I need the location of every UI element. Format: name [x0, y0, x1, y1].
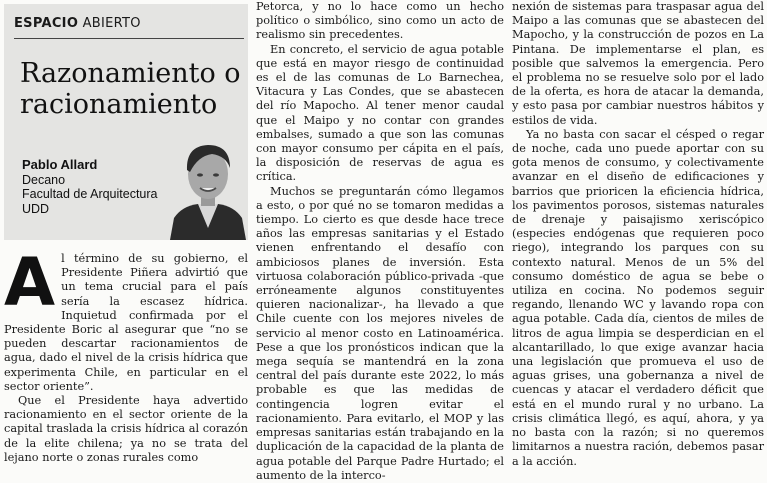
author-university: UDD [22, 201, 50, 216]
paragraph [4, 244, 248, 394]
paragraph: nexión de sistemas para traspasar agua del Maipo a las comunas que se abastecen del Mapocho, y la construcción de pozos en La Pintana. De implementarse el plan, es posible que salvemos la emergencia. Pero el problema no se resuelve solo por el lado de la oferta, es hora de atacar la demanda, y esto pasa por cambiar nuestros hábitos y estilos de vida. [512, 0, 764, 127]
author-block [22, 158, 158, 216]
column-3 [512, 0, 764, 469]
author-name: Pablo Allard [22, 157, 98, 172]
drop-cap: A [4, 244, 56, 321]
paragraph: Muchos se preguntarán cómo llegamos a esto, o por qué no se tomaron medidas a tiempo. Lo cierto es que desde hace trece años las empresas sanitarias y el Estado vienen enfrentando el desafío con ambiciosos planes de inversión. Esta virtuosa colaboración público-privada -que erróneamente algunos constituyentes quieren nacionalizar-, ha llevado a que Chile cuente con los mejores niveles de servicio al menor costo en Latinoamérica. Pese a que los pronósticos indican que la mega sequía se mantendrá en la zona central del país durante este 2022, lo más probable es que las medidas de contingencia logren evitar el racionamiento. Para evitarlo, el MOP y las empresas sanitarias están trabajando en la duplicación de la capacidad de la planta de agua potable del Parque Padre Hurtado; el aumento de la interco- [256, 184, 504, 482]
header-box [4, 4, 248, 240]
section-label-bold: ESPACIO [14, 16, 79, 31]
author-photo [168, 132, 248, 240]
paragraph: Petorca, y no lo hace como un hecho político o simbólico, sino como un acto de realismo sin precedentes. [256, 0, 504, 42]
section-divider [14, 38, 244, 39]
paragraph-text: l término de su gobierno, el Presidente Piñera advirtió que un tema crucial para el país sería la escasez hídrica. Inquietud confirmada por el Presidente Boric al asegurar que “no se pueden descartar racionamientos de agua, dado el nivel de la crisis hídrica que experimenta Chile, en particular en el sector oriente”. [4, 252, 248, 393]
section-label [14, 16, 141, 31]
column-2 [256, 0, 504, 483]
paragraph: En concreto, el servicio de agua potable que está en mayor riesgo de continuidad es el de las comunas de Lo Barnechea, Vitacura y Las Condes, que se abastecen del río Mapocho. Al tener menor caudal que el Maipo y no contar con grandes embalses, sumado a que son las comunas con mayor consumo per cápita en el país, la disposición de reservas de agua es crítica. [256, 42, 504, 184]
section-label-light: ABIERTO [82, 16, 141, 31]
paragraph: Ya no basta con sacar el césped o regar de noche, cada uno puede aportar con su gota menos de consumo, y colectivamente avanzar en el diseño de edificaciones y barrios que prioricen la eficiencia hídrica, los pavimentos porosos, sistemas naturales de drenaje y paisajismo xeriscópico (especies endógenas que requieren poco riego), integrando los parques con su contexto natural. Menos de un 5% del consumo doméstico de agua se bebe o utiliza en cocina. No podemos seguir regando, llenando WC y lavando ropa con agua potable. Cada día, cientos de miles de litros de agua limpia se desperdician en el alcantarillado, lo que exige avanzar hacia una legislación que promueva el uso de aguas grises, una gobernanza a nivel de cuencas y atacar el verdadero déficit que está en el mundo rural y no urbano. La crisis climática llegó, es aquí, ahora, y ya no basta con la razón; si no queremos limitarnos a nuestra ración, debemos pasar a la acción. [512, 127, 764, 468]
column-1 [4, 244, 248, 465]
article-headline: Razonamiento o racionamiento [20, 58, 241, 120]
author-role: Decano [22, 172, 66, 187]
paragraph: Que el Presidente haya advertido racionamiento en el sector oriente de la capital traslada la crisis hídrica al corazón de la elite chilena; ya no se trata del lejano norte o zonas rurales como [4, 394, 248, 464]
author-faculty: Facultad de Arquitectura [22, 187, 158, 201]
